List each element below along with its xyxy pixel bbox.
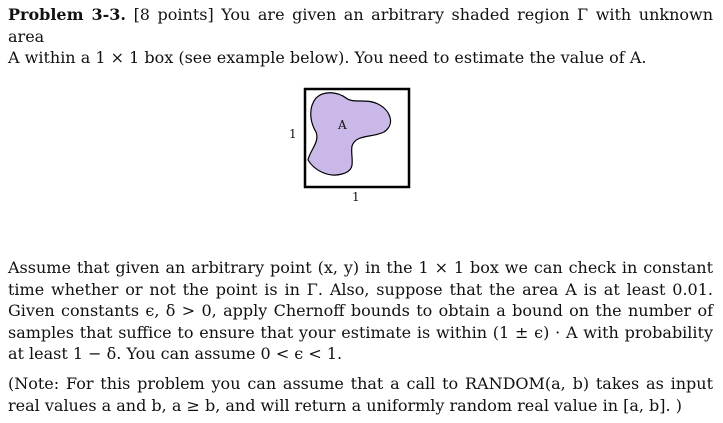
box-side-label: 1 <box>289 127 297 141</box>
box-bottom-label: 1 <box>352 190 360 204</box>
region-diagram <box>280 84 420 210</box>
assumption-paragraph: Assume that given an arbitrary point (x, y) in the 1 × 1 box we can check in constant time whether or not the point is in Γ. Also, suppose that the area A is at least 0.01. Given constants ϵ, δ > 0, apply Chernoff bounds to obtain a bound on the number of samples that suffice to ensure that your estimate is within (1 ± ϵ) · A with probability at least 1 − δ. You can assume 0 < ϵ < 1. <box>8 258 713 363</box>
problem-statement <box>8 4 713 69</box>
region-label: A <box>338 118 347 132</box>
problem-heading: Problem 3-3. <box>8 5 127 24</box>
note-paragraph: (Note: For this problem you can assume that a call to RANDOM(a, b) takes as input real values a and b, a ≥ b, and will return a uniformly random real value in [a, b]. ) <box>8 374 713 415</box>
problem-intro-line1: You are given an arbitrary shaded region Γ with unknown area <box>8 5 714 46</box>
problem-intro-line2: A within a 1 × 1 box (see example below). You need to estimate the value of A. <box>8 48 647 67</box>
problem-points: [8 points] <box>133 5 214 24</box>
region-figure <box>280 84 420 210</box>
